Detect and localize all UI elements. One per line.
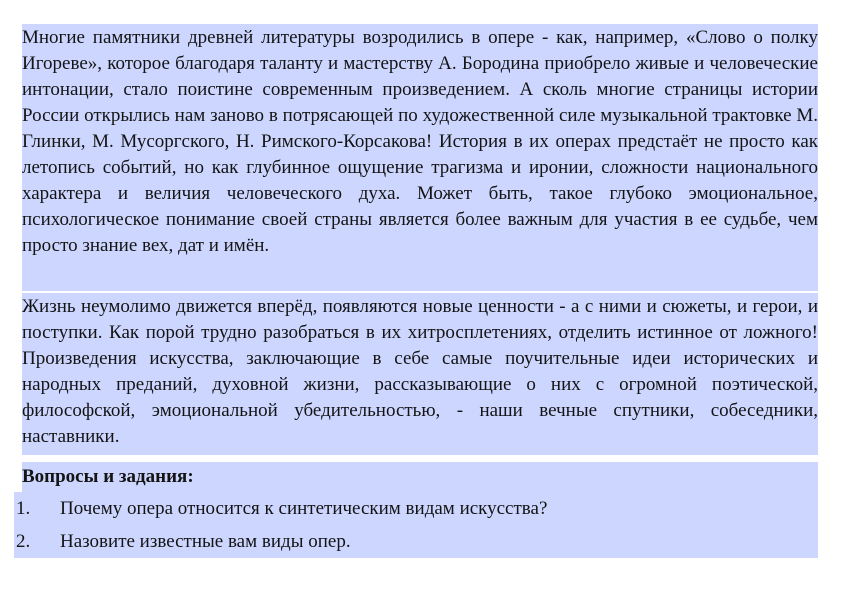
question-number: 1. <box>16 498 31 519</box>
paragraph-1-block <box>22 24 818 291</box>
questions-list <box>14 492 818 558</box>
paragraph-2-block <box>22 293 818 455</box>
question-item <box>14 492 818 525</box>
question-number: 2. <box>16 531 31 552</box>
question-text: Почему опера относится к синтетическим видам искусства? <box>60 498 548 519</box>
paragraph-1: Многие памятники древней литературы возродились в опере - как, например, «Слово о полку Игореве», которое благодаря таланту и мастерству А. Бородина приобрело живые и человеческие интонации, стало поистине современным произведением. А сколь многие страницы истории России открылись нам заново в потрясающей по художественной силе музыкальной трактовке М. Глинки, М. Мусоргского, Н. Римского-Корсакова! История в их операх предстаёт не просто как летопись событий, но как глубинное ощущение трагизма и иронии, сложности национального характера и величия человеческого духа. Может быть, такое глубоко эмоциональное, психологическое понимание своей страны является более важным для участия в ее судьбе, чем просто знание вех, дат и имён. <box>22 27 818 256</box>
questions-heading: Вопросы и задания: <box>22 466 194 487</box>
questions-heading-block <box>22 462 818 492</box>
paragraph-2: Жизнь неумолимо движется вперёд, появляются новые ценности - а с ними и сюжеты, и герои, и поступки. Как порой трудно разобраться в их хитросплетениях, отделить истинное от ложного! Произведения искусства, заключающие в себе самые поучительные идеи исторических и народных преданий, духовной жизни, рассказывающие о них с огромной поэтической, философской, эмоциональной убедительностью, - наши вечные спутники, собеседники, наставники. <box>22 296 818 447</box>
question-text: Назовите известные вам виды опер. <box>60 531 351 552</box>
question-item <box>14 525 818 558</box>
